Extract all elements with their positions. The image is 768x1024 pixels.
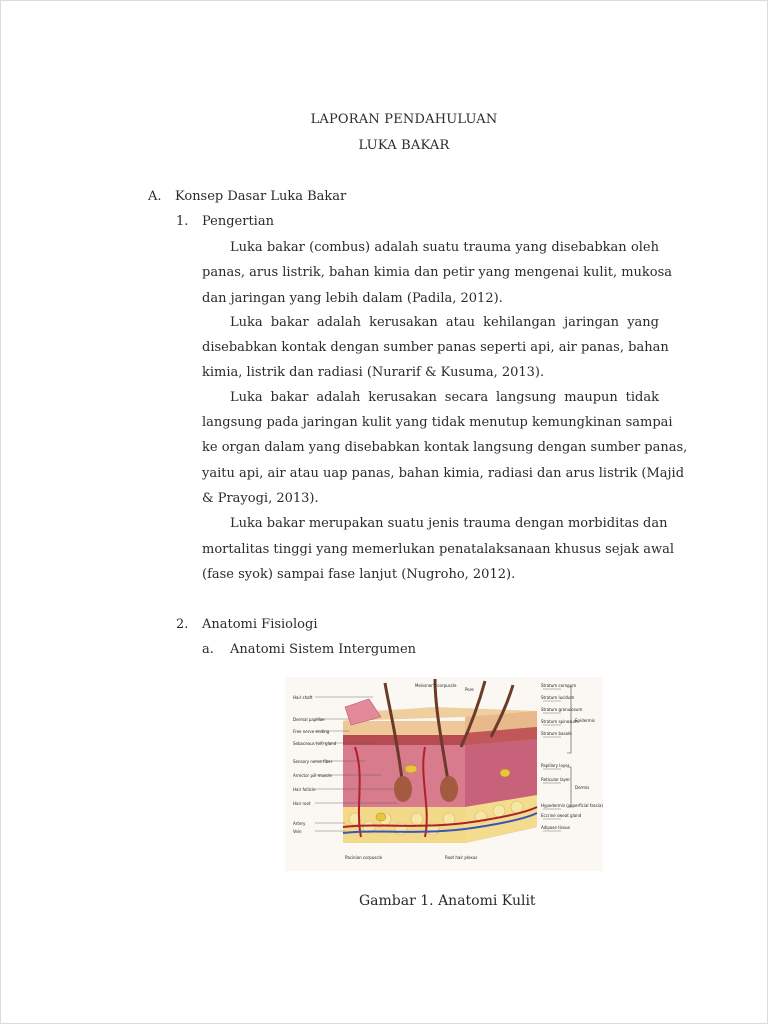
label-stratum-granulosum: Stratum granulosum [541,707,583,712]
paragraph-line: ke organ dalam yang disebabkan kontak langsung dengan sumber panas, [202,440,688,455]
item-2-heading: Anatomi Fisiologi [202,617,318,632]
label-stratum-corneum: Stratum corneum [541,683,577,688]
label-sebaceous-gland: Sebaceous (oil) gland [293,741,337,746]
label-hair-follicle: Hair follicle [293,787,316,792]
label-eccrine-sweat-gland: Eccrine sweat gland [541,813,582,818]
paragraph-line: mortalitas tinggi yang memerlukan penatalaksanaan khusus sejak awal [202,542,675,557]
paragraph-line: disebabkan kontak dengan sumber panas seperti api, air panas, bahan [202,340,669,355]
skin-anatomy-figure [285,677,603,871]
paragraph-line: yaitu api, air atau uap panas, bahan kimia, radiasi dan arus listrik (Majid [202,466,685,481]
label-sensory-nerve-fiber: Sensory nerve fiber [293,759,333,764]
paragraph-line: Luka bakar merupakan suatu jenis trauma dengan morbiditas dan [230,516,668,531]
paragraph-line: langsung pada jaringan kulit yang tidak menutup kemungkinan sampai [202,415,673,430]
label-papillary-layer: Papillary layer [541,763,570,768]
sub-a-marker: a. [202,642,214,657]
label-arrector-pili: Arrector pili muscle [293,773,332,778]
paragraph-line: (fase syok) sampai fase lanjut (Nugroho, 2012). [202,567,516,582]
paragraph-line: panas, arus listrik, bahan kimia dan petir yang mengenai kulit, mukosa [202,265,673,280]
skin-anatomy-illustration [285,677,603,871]
paragraph-line: Luka bakar (combus) adalah suatu trauma yang disebabkan oleh [230,240,659,255]
label-pacinian-corpuscle: Pacinian corpuscle [345,855,383,860]
label-stratum-spinosum: Stratum spinosum [541,719,578,724]
figure-caption: Gambar 1. Anatomi Kulit [359,893,536,909]
item-1-heading: Pengertian [202,214,274,229]
label-meissners-corpuscle: Meissner's corpuscle [415,683,457,688]
label-vein: Vein [293,829,302,834]
label-dermis: Dermis [575,785,590,790]
item-2-marker: 2. [176,617,189,632]
label-free-nerve-ending: Free nerve ending [293,729,330,734]
section-a-marker: A. [148,189,162,204]
paragraph-line: Luka bakar adalah kerusakan atau kehilangan jaringan yang [230,315,659,330]
paragraph-line: & Prayogi, 2013). [202,491,319,506]
sub-a-heading: Anatomi Sistem Intergumen [230,642,417,657]
label-adipose-tissue: Adipose tissue [541,825,570,830]
paragraph-line: dan jaringan yang lebih dalam (Padila, 2012). [202,291,503,306]
label-epidermis: Epidermis [575,718,595,723]
paragraph-line: kimia, listrik dan radiasi (Nurarif & Kusuma, 2013). [202,365,545,380]
paragraph-line: Luka bakar adalah kerusakan secara langsung maupun tidak [230,390,659,405]
label-stratum-lucidum: Stratum lucidum [541,695,575,700]
label-dermal-papillae: Dermal papillae [293,717,325,722]
label-artery: Artery [293,821,306,826]
label-reticular-layer: Reticular layer [541,777,570,782]
label-pore: Pore [465,687,474,692]
label-root-hair-plexus: Root hair plexus [445,855,478,860]
section-a-heading: Konsep Dasar Luka Bakar [175,189,347,204]
label-hypodermis: Hypodermis (superficial fascia) [541,803,603,808]
label-stratum-basale: Stratum basale [541,731,572,736]
report-subtitle: LUKA BAKAR [358,138,450,153]
item-1-marker: 1. [176,214,189,229]
label-hair-root: Hair root [293,801,311,806]
report-title: LAPORAN PENDAHULUAN [310,112,498,127]
label-hair-shaft: Hair shaft [293,695,313,700]
